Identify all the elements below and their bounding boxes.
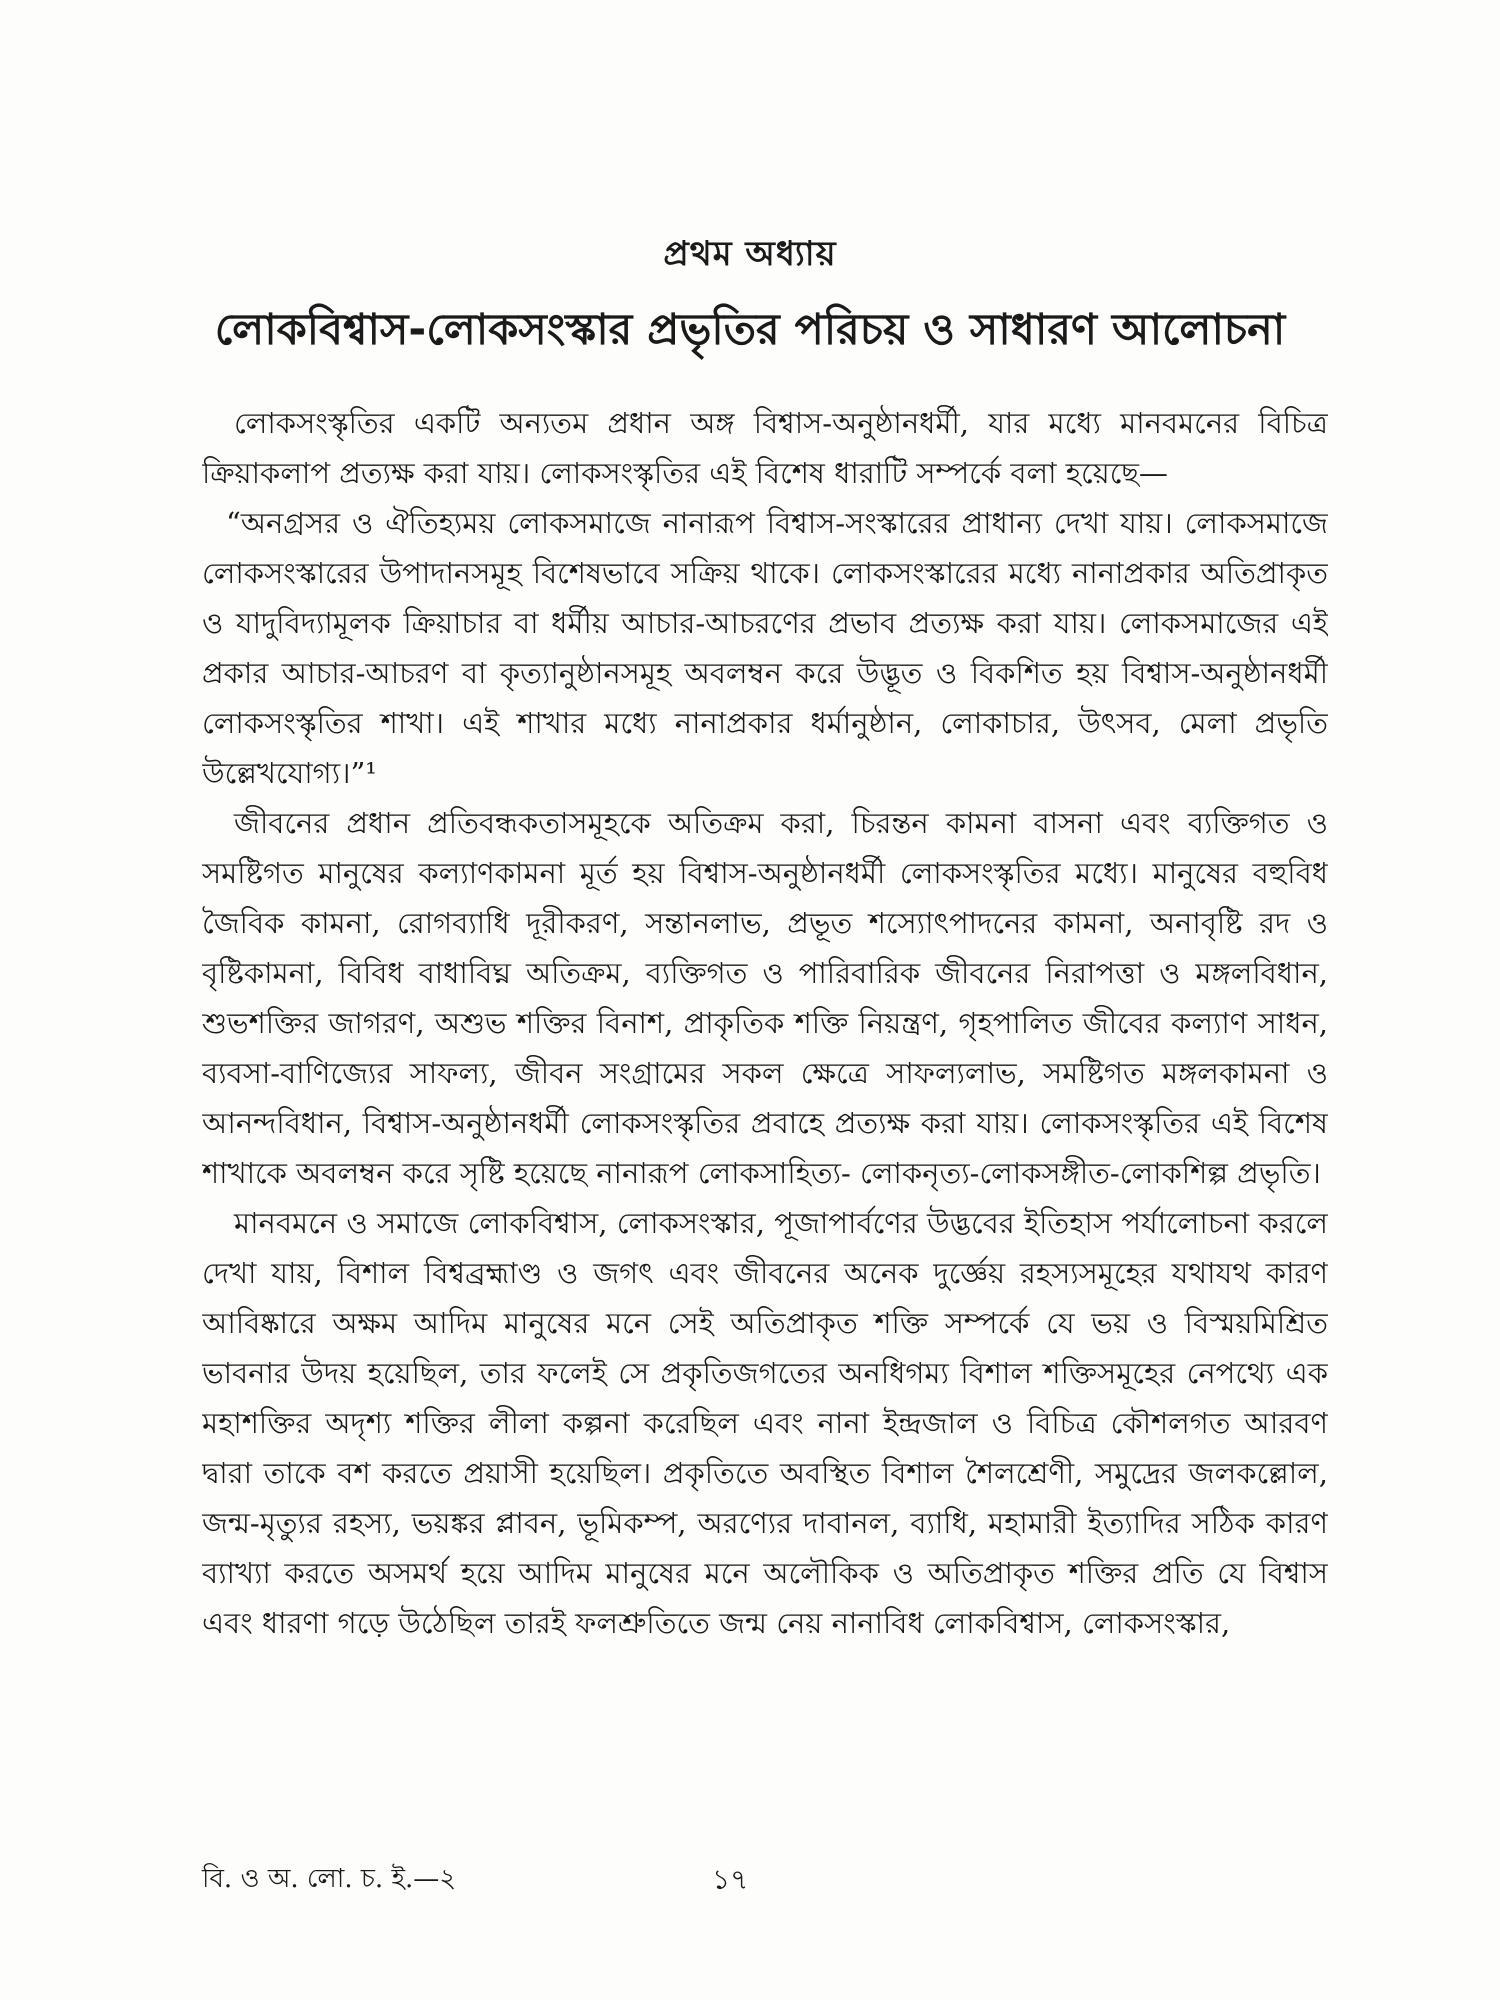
paragraph-quotation: “অনগ্রসর ও ঐতিহ্যময় লোকসমাজে নানারূপ বিশ্বাস-সংস্কারের প্রাধান্য দেখা যায়। লোকসমাজে লোকসংস্কারের উপাদানসমূহ বিশেষভাবে সক্রিয় থাকে। লোকসংস্কারের মধ্যে নানাপ্রকার অতিপ্রাকৃত ও যাদুবিদ্যামূলক ক্রিয়াচার বা ধর্মীয় আচার-আচরণের প্রভাব প্রত্যক্ষ করা যায়। লোকসমাজের এই প্রকার আচার-আচরণ বা কৃত্যানুষ্ঠানসমূহ অবলম্বন করে উদ্ভূত ও বিকশিত হয় বিশ্বাস-অনুষ্ঠানধর্মী লোকসংস্কৃতির শাখা। এই শাখার মধ্যে নানাপ্রকার ধর্মানুষ্ঠান, লোকাচার, উৎসব, মেলা প্রভৃতি উল্লেখযোগ্য।”¹ [202,506,1328,790]
paragraph-intro: লোকসংস্কৃতির একটি অন্যতম প্রধান অঙ্গ বিশ্বাস-অনুষ্ঠানধর্মী, যার মধ্যে মানবমনের বিচিত্র ক্রিয়াকলাপ প্রত্যক্ষ করা যায়। লোকসংস্কৃতির এই বিশেষ ধারাটি সম্পর্কে বলা হয়েছে— [202,406,1328,490]
page-number: ১৭ [712,1863,749,1896]
paragraph-life-obstacles: জীবনের প্রধান প্রতিবন্ধকতাসমূহকে অতিক্রম করা, চিরন্তন কামনা বাসনা এবং ব্যক্তিগত ও সমষ্টিগত মানুষের কল্যাণকামনা মূর্ত হয় বিশ্বাস-অনুষ্ঠানধর্মী লোকসংস্কৃতির মধ্যে। মানুষের বহুবিধ জৈবিক কামনা, রোগব্যাধি দূরীকরণ, সন্তানলাভ, প্রভূত শস্যোৎপাদনের কামনা, অনাবৃষ্টি রদ ও বৃষ্টিকামনা, বিবিধ বাধাবিঘ্ন অতিক্রম, ব্যক্তিগত ও পারিবারিক জীবনের নিরাপত্তা ও মঙ্গলবিধান, শুভশক্তির জাগরণ, অশুভ শক্তির বিনাশ, প্রাকৃতিক শক্তি নিয়ন্ত্রণ, গৃহপালিত জীবের কল্যাণ সাধন, ব্যবসা-বাণিজ্যের সাফল্য, জীবন সংগ্রামের সকল ক্ষেত্রে সাফল্যলাভ, সমষ্টিগত মঙ্গলকামনা ও আনন্দবিধান, বিশ্বাস-অনুষ্ঠানধর্মী লোকসংস্কৃতির প্রবাহে প্রত্যক্ষ করা যায়। লোকসংস্কৃতির এই বিশেষ শাখাকে অবলম্বন করে সৃষ্টি হয়েছে নানারূপ লোকসাহিত্য- লোকনৃত্য-লোকসঙ্গীত-লোকশিল্প প্রভৃতি। [202,806,1328,1190]
body-text [202,398,1328,1648]
paragraph-origin-history: মানবমনে ও সমাজে লোকবিশ্বাস, লোকসংস্কার, পূজাপার্বণের উদ্ভবের ইতিহাস পর্যালোচনা করলে দেখা যায়, বিশাল বিশ্বব্রহ্মাণ্ড ও জগৎ এবং জীবনের অনেক দুর্জ্ঞেয় রহস্যসমূহের যথাযথ কারণ আবিষ্কারে অক্ষম আদিম মানুষের মনে সেই অতিপ্রাকৃত শক্তি সম্পর্কে যে ভয় ও বিস্ময়মিশ্রিত ভাবনার উদয় হয়েছিল, তার ফলেই সে প্রকৃতিজগতের অনধিগম্য বিশাল শক্তিসমূহের নেপথ্যে এক মহাশক্তির অদৃশ্য শক্তির লীলা কল্পনা করেছিল এবং নানা ইন্দ্রজাল ও বিচিত্র কৌশলগত আরবণ দ্বারা তাকে বশ করতে প্রয়াসী হয়েছিল। প্রকৃতিতে অবস্থিত বিশাল শৈলশ্রেণী, সমুদ্রের জলকল্লোল, জন্ম-মৃত্যুর রহস্য, ভয়ঙ্কর প্লাবন, ভূমিকম্প, অরণ্যের দাবানল, ব্যাধি, মহামারী ইত্যাদির সঠিক কারণ ব্যাখ্যা করতে অসমর্থ হয়ে আদিম মানুষের মনে অলৌকিক ও অতিপ্রাকৃত শক্তির প্রতি যে বিশ্বাস এবং ধারণা গড়ে উঠেছিল তারই ফলশ্রুতিতে জন্ম নেয় নানাবিধ লোকবিশ্বাস, লোকসংস্কার, [202,1206,1328,1640]
chapter-label: প্রথম অধ্যায় [663,234,837,274]
chapter-title: লোকবিশ্বাস-লোকসংস্কার প্রভৃতির পরিচয় ও সাধারণ আলোচনা [214,305,1286,355]
footer-signature-code: বি. ও অ. লো. চ. ই.—২ [202,1864,457,1894]
page-footer [202,1858,1328,1902]
